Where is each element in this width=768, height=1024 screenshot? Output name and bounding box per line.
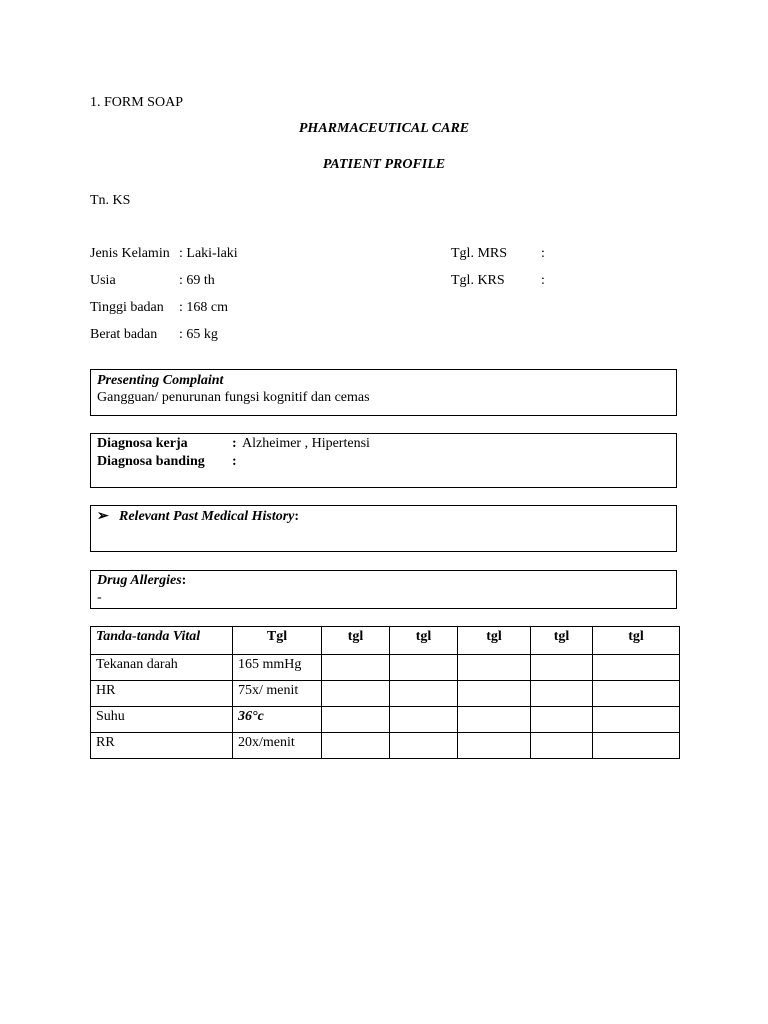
empty-cell: [458, 707, 531, 733]
height-value: : 168 cm: [179, 300, 228, 315]
diagnosa-kerja-value: Alzheimer , Hipertensi: [242, 436, 370, 451]
age-value: : 69 th: [179, 273, 215, 288]
diagnosa-kerja-label: Diagnosa kerja: [97, 436, 188, 451]
vital-label: HR: [91, 681, 233, 707]
document-title: PHARMACEUTICAL CARE: [298, 121, 470, 136]
presenting-complaint-text: Gangguan/ penurunan fungsi kognitif dan cemas: [97, 390, 370, 405]
past-history-label: Relevant Past Medical History: [119, 509, 295, 524]
document-subtitle: PATIENT PROFILE: [322, 157, 446, 172]
weight-label: Berat badan: [90, 327, 158, 342]
table-row: [91, 733, 680, 759]
past-history-colon: :: [294, 509, 300, 524]
table-header-row: [91, 627, 680, 655]
diagnosa-banding-colon: :: [232, 454, 237, 469]
empty-cell: [593, 681, 680, 707]
empty-cell: [390, 681, 458, 707]
age-label: Usia: [90, 273, 116, 288]
header-cell: Tgl: [233, 627, 322, 655]
empty-cell: [593, 733, 680, 759]
diagnosis-box: [90, 433, 677, 488]
empty-cell: [531, 733, 593, 759]
table-row: [91, 655, 680, 681]
drug-allergies-heading: [97, 573, 186, 589]
drug-allergies-value: -: [97, 590, 102, 605]
vital-value: 20x/menit: [233, 733, 322, 759]
empty-cell: [531, 655, 593, 681]
weight-value: : 65 kg: [179, 327, 218, 342]
krs-value: :: [541, 273, 545, 288]
gender-label: Jenis Kelamin: [90, 246, 170, 261]
diagnosa-kerja-colon: :: [232, 436, 237, 451]
arrow-bullet-icon: ➢: [97, 509, 109, 524]
header-cell: tgl: [458, 627, 531, 655]
vital-value: 36°c: [233, 707, 322, 733]
table-row: [91, 681, 680, 707]
empty-cell: [390, 733, 458, 759]
empty-cell: [458, 655, 531, 681]
drug-allergies-label: Drug Allergies: [97, 573, 182, 588]
vital-signs-table: [90, 626, 680, 759]
empty-cell: [593, 707, 680, 733]
empty-cell: [390, 707, 458, 733]
table-row: [91, 707, 680, 733]
empty-cell: [322, 733, 390, 759]
past-history-heading: [119, 509, 299, 525]
gender-value: : Laki-laki: [179, 246, 238, 261]
vital-label: Tekanan darah: [91, 655, 233, 681]
past-history-box: [90, 505, 677, 552]
vital-label: Suhu: [91, 707, 233, 733]
presenting-complaint-label: Presenting Complaint: [97, 373, 224, 388]
empty-cell: [458, 681, 531, 707]
header-cell: tgl: [531, 627, 593, 655]
presenting-complaint-box: [90, 369, 677, 416]
header-cell: tgl: [593, 627, 680, 655]
header-cell: tgl: [322, 627, 390, 655]
vital-value: 165 mmHg: [233, 655, 322, 681]
patient-name: Tn. KS: [90, 193, 131, 208]
empty-cell: [531, 707, 593, 733]
header-cell: Tanda-tanda Vital: [91, 627, 233, 655]
drug-allergies-colon: :: [181, 573, 187, 588]
empty-cell: [458, 733, 531, 759]
empty-cell: [322, 655, 390, 681]
krs-label: Tgl. KRS: [451, 273, 505, 288]
empty-cell: [593, 655, 680, 681]
vital-value: 75x/ menit: [233, 681, 322, 707]
empty-cell: [322, 707, 390, 733]
drug-allergies-box: [90, 570, 677, 609]
empty-cell: [390, 655, 458, 681]
mrs-value: :: [541, 246, 545, 261]
vital-label: RR: [91, 733, 233, 759]
mrs-label: Tgl. MRS: [451, 246, 508, 261]
header-cell: tgl: [390, 627, 458, 655]
diagnosa-banding-label: Diagnosa banding: [97, 454, 205, 469]
height-label: Tinggi badan: [90, 300, 164, 315]
section-heading: 1. FORM SOAP: [90, 95, 183, 110]
empty-cell: [531, 681, 593, 707]
empty-cell: [322, 681, 390, 707]
